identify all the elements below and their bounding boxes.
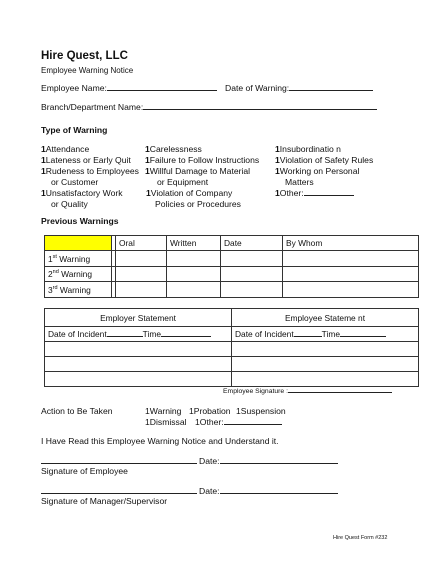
- employee-statement-cell[interactable]: [232, 372, 419, 387]
- cell-written-1[interactable]: [167, 251, 221, 267]
- employee-statement-header: Employee Stateme nt: [232, 309, 419, 327]
- col-oral: Oral: [116, 236, 167, 251]
- cell-oral-2[interactable]: [116, 267, 167, 282]
- option-other[interactable]: 1Other:: [195, 417, 282, 427]
- col-date: Date: [221, 236, 283, 251]
- statement-row: [45, 357, 419, 372]
- acknowledgement-text: I Have Read this Employee Warning Notice and Understand it.: [41, 436, 279, 446]
- col-by-whom: By Whom: [283, 236, 419, 251]
- cell-date-2[interactable]: [221, 267, 283, 282]
- table-row: [45, 282, 419, 298]
- option-dismissal[interactable]: 1Dismissal: [145, 417, 187, 427]
- checkbox-other[interactable]: 1Other:: [275, 188, 373, 199]
- row-label-1: 1st Warning: [45, 251, 112, 267]
- employee-signature-field[interactable]: Employee Signature :: [223, 388, 392, 395]
- employer-statement-header: Employer Statement: [45, 309, 232, 327]
- employer-statement-cell[interactable]: [45, 357, 232, 372]
- date-of-warning-field[interactable]: [225, 83, 373, 93]
- employee-date-field[interactable]: Date:: [199, 456, 338, 466]
- warning-types-col3: [275, 144, 373, 199]
- checkbox-failure-to-follow[interactable]: 1Failure to Follow Instructions: [145, 155, 260, 165]
- employer-statement-cell[interactable]: [45, 372, 232, 387]
- cell-written-2[interactable]: [167, 267, 221, 282]
- personal-matters-continued: Matters: [285, 177, 314, 187]
- employee-name-line: [107, 90, 217, 91]
- action-label: Action to Be Taken: [41, 406, 113, 416]
- form-number: Hire Quest Form #232: [333, 535, 388, 541]
- cell-oral-1[interactable]: [116, 251, 167, 267]
- statements-header-row: [45, 309, 419, 327]
- table-header-row: [45, 236, 419, 251]
- checkbox-lateness[interactable]: 1Lateness or Early Quit: [41, 155, 131, 165]
- checkbox-willful-damage[interactable]: 1Willful Damage to Material: [145, 166, 251, 176]
- violation-company-continued: Policies or Procedures: [155, 199, 241, 209]
- table-row: [45, 267, 419, 282]
- previous-warnings-table: [44, 235, 419, 298]
- checkbox-personal-matters[interactable]: 1Working on Personal: [275, 166, 360, 176]
- unsatisfactory-continued: or Quality: [51, 199, 88, 209]
- manager-signature-label: Signature of Manager/Supervisor: [41, 496, 168, 506]
- row-label-2: 2nd Warning: [45, 267, 112, 282]
- cell-by-whom-3[interactable]: [283, 282, 419, 298]
- cell-date-1[interactable]: [221, 251, 283, 267]
- company-name: Hire Quest, LLC: [41, 50, 128, 62]
- date-of-warning-label: Date of Warning:: [225, 83, 290, 93]
- form-subtitle: Employee Warning Notice: [41, 66, 134, 75]
- employee-signature-line[interactable]: [41, 463, 197, 464]
- employee-statement-cell[interactable]: [232, 357, 419, 372]
- cell-written-3[interactable]: [167, 282, 221, 298]
- cell-by-whom-2[interactable]: [283, 267, 419, 282]
- type-of-warning-heading: Type of Warning: [41, 125, 108, 135]
- option-suspension[interactable]: 1Suspension: [236, 406, 286, 416]
- employee-name-field[interactable]: [41, 83, 217, 93]
- other-line: [304, 195, 354, 196]
- checkbox-unsatisfactory-work[interactable]: 1Unsatisfactory Work: [41, 188, 123, 198]
- employee-statement-cell[interactable]: [232, 342, 419, 357]
- table-row: [45, 251, 419, 267]
- date-of-warning-line: [289, 90, 373, 91]
- branch-department-field[interactable]: [41, 102, 377, 112]
- employee-signature-label: Signature of Employee: [41, 466, 128, 476]
- option-warning[interactable]: 1Warning: [145, 406, 182, 416]
- previous-warnings-heading: Previous Warnings: [41, 216, 119, 226]
- row-label-3: 3rd Warning: [45, 282, 112, 298]
- rudeness-continued: or Customer: [51, 177, 99, 187]
- branch-department-line: [143, 109, 377, 110]
- willful-damage-continued: or Equipment: [157, 177, 209, 187]
- employee-incident-cell[interactable]: Date of Incident Time: [232, 327, 419, 342]
- checkbox-insubordination[interactable]: 1Insubordinatio n: [275, 144, 341, 154]
- branch-department-label: Branch/Department Name:: [41, 102, 144, 112]
- cell-oral-3[interactable]: [116, 282, 167, 298]
- col-written: Written: [167, 236, 221, 251]
- checkbox-carelessness[interactable]: 1Carelessness: [145, 144, 202, 154]
- checkbox-violation-company[interactable]: 1Violation of Company: [146, 188, 233, 198]
- checkbox-rudeness[interactable]: 1Rudeness to Employees: [41, 166, 139, 176]
- manager-date-field[interactable]: Date:: [199, 486, 338, 496]
- statement-row: [45, 372, 419, 387]
- header-corner-cell: [45, 236, 112, 251]
- statement-row: [45, 342, 419, 357]
- manager-signature-line[interactable]: [41, 493, 197, 494]
- checkbox-safety-rules[interactable]: 1Violation of Safety Rules: [275, 155, 374, 165]
- employer-statement-cell[interactable]: [45, 342, 232, 357]
- option-probation[interactable]: 1Probation: [189, 406, 231, 416]
- cell-by-whom-1[interactable]: [283, 251, 419, 267]
- warning-types-col1: [41, 144, 139, 210]
- warning-types-col2: [145, 144, 259, 210]
- employer-incident-cell[interactable]: Date of Incident Time: [45, 327, 232, 342]
- checkbox-attendance[interactable]: 1Attendance: [41, 144, 90, 154]
- employee-name-label: Employee Name:: [41, 83, 107, 93]
- cell-date-3[interactable]: [221, 282, 283, 298]
- incident-row: [45, 327, 419, 342]
- statements-table: [44, 308, 419, 387]
